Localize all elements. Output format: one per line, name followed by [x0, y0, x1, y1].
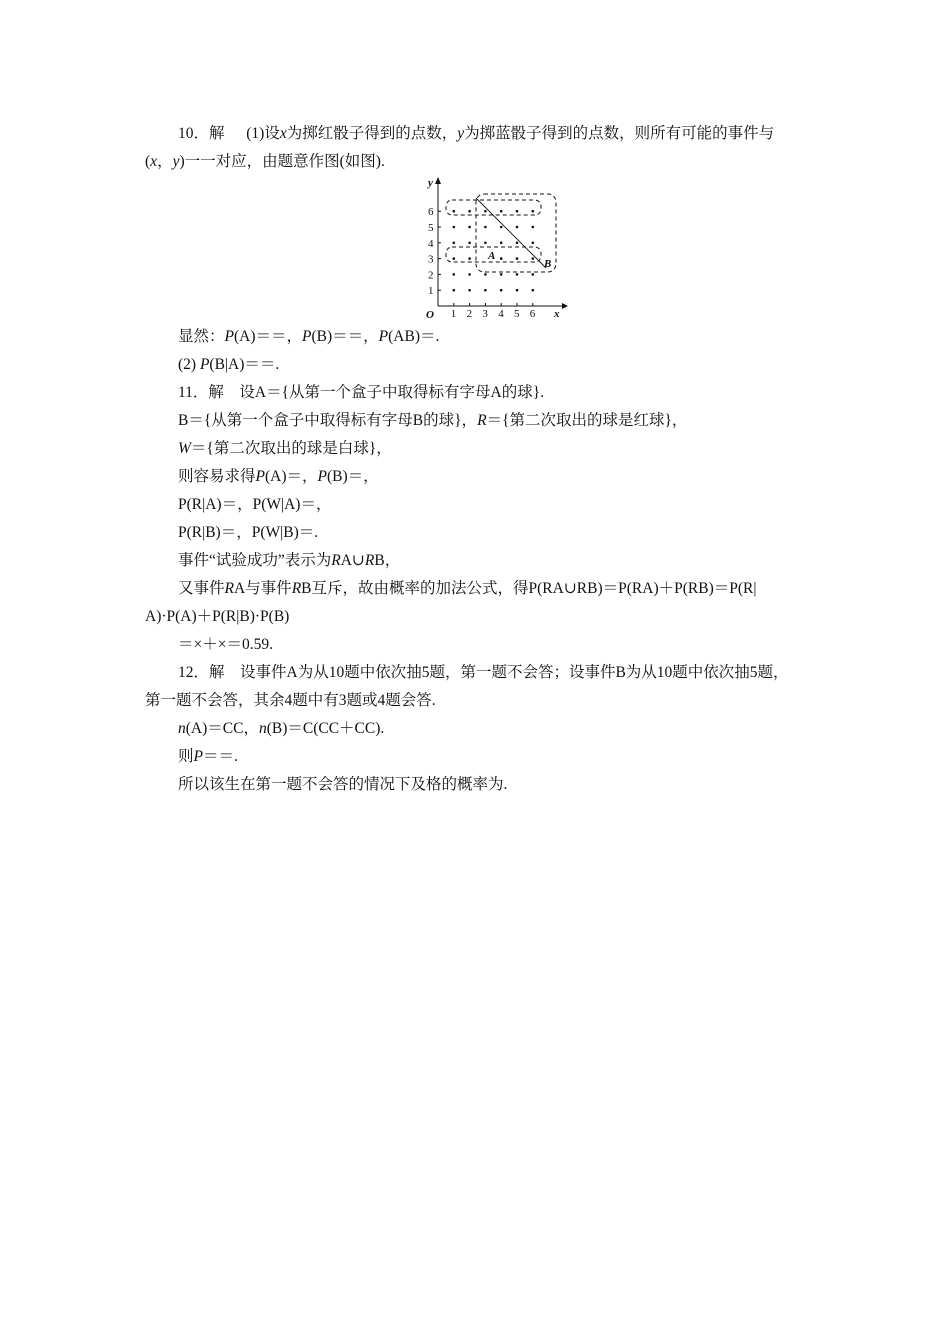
p-symbol: P: [224, 328, 234, 345]
outcome-point: [516, 210, 519, 213]
origin-label: O: [426, 309, 434, 320]
pab-expr: (AB)＝.: [388, 328, 440, 345]
outcome-point: [532, 289, 535, 292]
outcome-point: [500, 242, 503, 245]
dice-outcome-figure: [418, 172, 568, 320]
outcome-point: [532, 242, 535, 245]
region-b-label: B: [544, 258, 552, 270]
y-tick-label: 5: [428, 222, 434, 234]
var-x: x: [279, 125, 287, 142]
outcome-point: [484, 210, 487, 213]
pa-expr: (A)＝，: [264, 468, 318, 485]
outcome-point: [500, 257, 503, 260]
x-axis-arrow-icon: [562, 303, 568, 309]
outcome-point: [516, 226, 519, 229]
p11-line-6: P(R|B)＝，P(W|B)＝.: [178, 524, 319, 541]
x-tick-label: 6: [529, 308, 536, 320]
p-symbol: P: [302, 328, 312, 345]
outcome-point: [468, 242, 471, 245]
x-tick-label: 4: [498, 308, 504, 320]
p11-line-1: 11．解 设A＝{从第一个盒子中取得标有字母A的球}.: [178, 384, 545, 401]
outcome-point: [516, 257, 519, 260]
nb-expr: (B)＝C(CC＋CC).: [266, 720, 385, 737]
y-axis-label: y: [428, 177, 433, 189]
outcome-point: [500, 273, 503, 276]
p-symbol: P: [378, 328, 389, 345]
region-a-row6-box: [446, 200, 541, 215]
var-w: W: [178, 440, 191, 457]
p-symbol: P: [193, 748, 203, 765]
outcome-point: [532, 210, 535, 213]
p11-text: B，: [374, 552, 401, 569]
p11-line-8: [178, 579, 756, 599]
p12-line-2: 第一题不会答，其余4题中有3题或4题会答.: [145, 692, 436, 709]
outcome-point: [532, 273, 535, 276]
p11-text: B互斥，故由概率的加法公式，得: [301, 580, 529, 597]
outcome-point: [500, 226, 503, 229]
p10-number: 10．解: [178, 125, 225, 142]
p11-line-2: [178, 411, 687, 431]
region-a-label: A: [488, 250, 496, 262]
outcome-point: [453, 226, 456, 229]
var-x-2: x: [150, 153, 158, 170]
p12-line-4: [178, 747, 238, 767]
outcome-point: [453, 273, 456, 276]
outcome-point: [516, 289, 519, 292]
p-symbol: P: [317, 468, 327, 485]
p11-text: 事件“试验成功”表示为: [178, 552, 332, 569]
outcome-point: [500, 289, 503, 292]
y-tick-labels: [428, 206, 441, 297]
p10-comma: ，: [157, 153, 173, 170]
var-r: R: [291, 580, 302, 597]
x-tick-label: 2: [466, 308, 473, 320]
y-tick-label: 1: [428, 285, 434, 298]
obvious-label: 显然：: [178, 328, 225, 345]
region-b-diagonal: [476, 198, 546, 268]
var-r: R: [477, 412, 487, 429]
p10-line-1: [178, 124, 774, 144]
outcome-point: [532, 257, 535, 260]
var-r: R: [331, 552, 341, 569]
p11-line-10: ＝×＋×＝0.59.: [178, 636, 273, 653]
x-tick-label: 1: [450, 308, 457, 320]
p10-line-4: [178, 355, 279, 375]
pb-expr: (B)＝＝，: [311, 328, 379, 345]
outcome-point: [453, 242, 456, 245]
outcome-point: [484, 273, 487, 276]
p10-text-1: 为掷红骰子得到的点数，: [286, 125, 458, 142]
y-tick-label: 2: [428, 269, 434, 282]
p11-line-4: [178, 467, 379, 487]
p-symbol: P: [255, 468, 265, 485]
event-w-def: ＝{第二次取出的球是白球}，: [190, 440, 392, 457]
outcome-point: [468, 257, 471, 260]
pba-expr: (B|A)＝＝.: [209, 356, 280, 373]
outcome-point: [453, 289, 456, 292]
p11-line-9: A)·P(A)＋P(R|B)·P(B): [145, 608, 290, 625]
p-symbol: P: [199, 356, 210, 373]
x-tick-label: 3: [482, 308, 488, 320]
outcome-point: [453, 257, 456, 260]
var-n: n: [178, 720, 186, 737]
p12-line-1: 12．解 设事件A为从10题中依次抽5题，第一题不会答；设事件B为从10题中依次抽5题，: [178, 664, 789, 681]
outcome-point: [484, 242, 487, 245]
var-n: n: [258, 720, 267, 737]
figure-svg: [418, 172, 568, 320]
outcome-point: [500, 210, 503, 213]
outcome-point: [468, 226, 471, 229]
x-axis-label: x: [554, 308, 560, 320]
p10-part1: (1)设: [246, 125, 280, 142]
event-b-def: B＝{从第一个盒子中取得标有字母B的球}，: [178, 412, 478, 429]
p10-text-3: )一一对应，由题意作图(如图).: [179, 153, 385, 170]
pa-expr: (A)＝＝，: [233, 328, 303, 345]
var-y: y: [457, 125, 465, 142]
y-tick-label: 3: [428, 253, 434, 266]
p11-formula: P(RA∪RB)＝P(RA)＋P(RB)＝P(R|: [528, 580, 757, 597]
p12-text: 则: [178, 748, 194, 765]
p10-paren-open: (: [145, 153, 151, 170]
outcome-point: [484, 226, 487, 229]
var-r: R: [364, 552, 375, 569]
outcome-point: [468, 289, 471, 292]
outcome-point: [468, 210, 471, 213]
outcome-point: [532, 226, 535, 229]
p11-line-7: [178, 551, 400, 571]
outcome-point: [453, 210, 456, 213]
var-r: R: [224, 580, 234, 597]
y-tick-label: 4: [428, 237, 434, 250]
p11-text: A与事件: [233, 580, 292, 597]
p12-line-3: [178, 719, 384, 739]
outcome-point: [484, 289, 487, 292]
p10-line-3: [178, 327, 439, 347]
p11-line-5: P(R|A)＝，P(W|A)＝，: [178, 496, 332, 513]
outcome-point: [516, 242, 519, 245]
p10-text-2: 为掷蓝骰子得到的点数，则所有可能的事件与: [464, 125, 775, 142]
p11-text: 则容易求得: [178, 468, 256, 485]
p12-line-5: 所以该生在第一题不会答的情况下及格的概率为.: [178, 776, 508, 793]
x-tick-label: 5: [514, 308, 520, 320]
outcome-point: [516, 273, 519, 276]
p12-result: ＝＝.: [202, 748, 238, 765]
part2-label: (2): [178, 356, 200, 373]
pb-expr: (B)＝，: [326, 468, 379, 485]
var-y-2: y: [172, 153, 180, 170]
p11-text: 又事件: [178, 580, 225, 597]
na-expr: (A)＝CC，: [185, 720, 259, 737]
outcome-point: [468, 273, 471, 276]
p11-text: A∪: [340, 552, 365, 569]
p11-line-3: [178, 439, 392, 459]
y-tick-label: 6: [428, 206, 434, 219]
p10-line-2: [145, 152, 385, 172]
event-r-def: ＝{第二次取出的球是红球}，: [486, 412, 688, 429]
y-axis-arrow-icon: [435, 177, 441, 184]
